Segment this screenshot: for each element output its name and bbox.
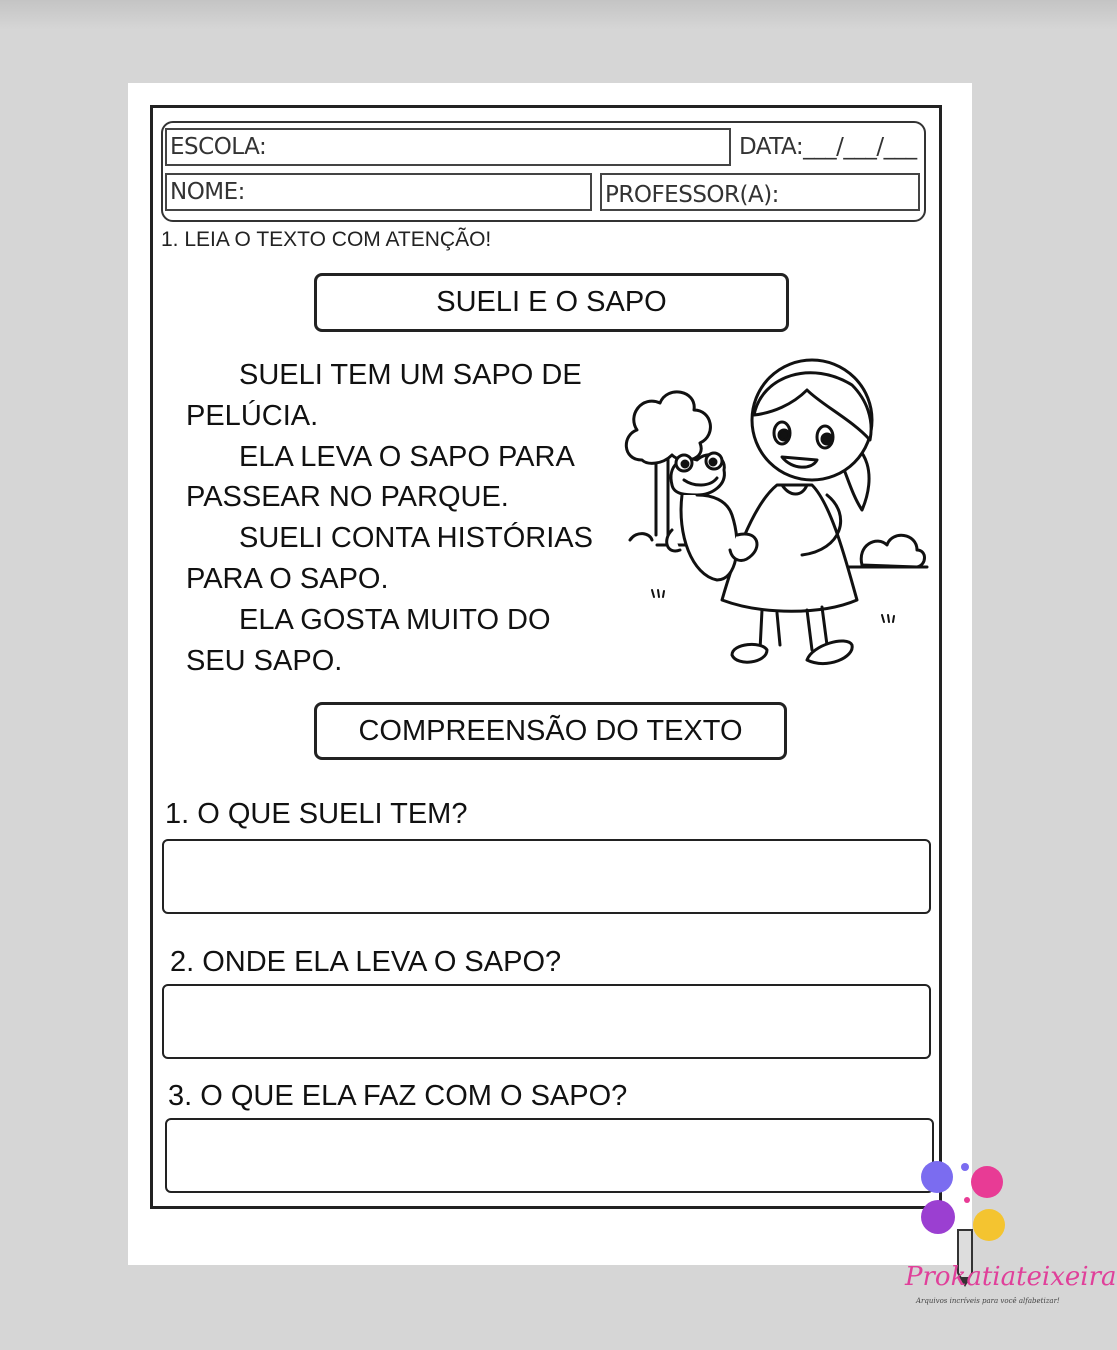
comprehension-title — [314, 702, 787, 760]
girl-with-frog-illustration — [612, 345, 932, 685]
story-line: PASSEAR NO PARQUE. — [186, 481, 509, 514]
story-title-text: SUELI E O SAPO — [436, 286, 667, 318]
instruction-text: 1. LEIA O TEXTO COM ATENÇÃO! — [161, 228, 492, 251]
logo-tagline: Arquivos incríveis para você alfabetizar! — [916, 1297, 1060, 1305]
logo-name: Prokatiateixeira — [905, 1262, 1117, 1292]
teacher-label: PROFESSOR(A): — [605, 182, 779, 208]
date-label: DATA:___/___/___ — [739, 134, 917, 160]
question-3: 3. O QUE ELA FAZ COM O SAPO? — [168, 1080, 628, 1112]
story-line: PELÚCIA. — [186, 399, 319, 432]
date-field[interactable] — [734, 128, 920, 166]
story-line: ELA LEVA O SAPO PARA — [239, 440, 575, 473]
story-line: SUELI CONTA HISTÓRIAS — [239, 522, 593, 555]
name-field[interactable] — [165, 173, 592, 211]
story-title — [314, 273, 789, 332]
answer-box-1[interactable] — [162, 839, 931, 914]
story-line: ELA GOSTA MUITO DO — [239, 603, 551, 636]
question-1: 1. O QUE SUELI TEM? — [165, 798, 468, 830]
teacher-field[interactable] — [600, 173, 920, 211]
story-line: SEU SAPO. — [186, 644, 343, 677]
answer-box-3[interactable] — [165, 1118, 934, 1193]
comprehension-title-text: COMPREENSÃO DO TEXTO — [358, 714, 743, 747]
name-label: NOME: — [170, 179, 245, 205]
question-2: 2. ONDE ELA LEVA O SAPO? — [170, 946, 562, 978]
answer-box-2[interactable] — [162, 984, 931, 1059]
story-text — [186, 355, 636, 681]
school-field[interactable] — [165, 128, 731, 166]
school-label: ESCOLA: — [170, 134, 267, 160]
story-line: SUELI TEM UM SAPO DE — [239, 359, 582, 391]
story-line: PARA O SAPO. — [186, 562, 389, 595]
